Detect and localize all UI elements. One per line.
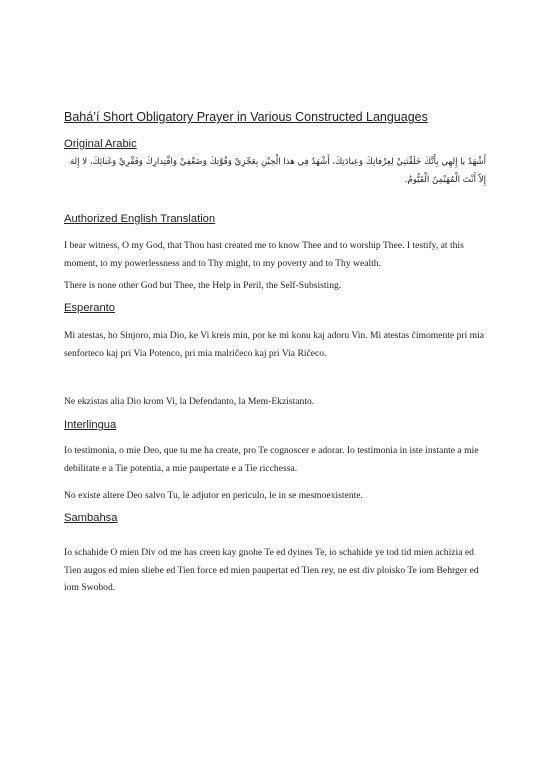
document-title: Bahá’í Short Obligatory Prayer in Various Constructed Languages [64, 110, 428, 124]
section-heading-sambahsa: Sambahsa [64, 512, 118, 524]
english-paragraph-1: I bear witness, O my God, that Thou hast created me to know Thee and to worship Thee. I testify, at this moment, to my powerlessness and to Thy might, to my poverty and to Thy wealth. [64, 240, 464, 269]
interlingua-paragraph-2: No existe altere Deo salvo Tu, le adjutor en periculo, le in se mesmoexistente. [64, 490, 363, 501]
section-heading-interlingua: Interlingua [64, 419, 117, 431]
english-paragraph-2: There is none other God but Thee, the Help in Peril, the Self-Subsisting. [64, 280, 342, 291]
section-heading-arabic: Original Arabic [64, 138, 137, 150]
sambahsa-paragraph-1: Io schahide O mien Div od me has creen kay gnohe Te ed dyines Te, io schahide ye tod tid mien achizia ed Tien augos ed mien sliebe ed Tien force ed mien paupertat ed Tien rey, ne est div ploisko Te iom Behrger ed iom Swobod. [64, 547, 479, 593]
esperanto-paragraph-1: Mi atestas, ho Sinjoro, mia Dio, ke Vi kreis min, por ke mi konu kaj adoru Vin. Mi atestas ĉimomente pri mia senforteco kaj pri Via Potenco, pri mia malriĉeco kaj pri Via Riĉeco. [64, 330, 485, 359]
section-heading-english: Authorized English Translation [64, 213, 216, 225]
section-heading-esperanto: Esperanto [64, 302, 115, 314]
arabic-prayer-text: أَشْهَدُ يا إِلهِي بِأَنَّكَ خَلَقْتَنِيْ لِعِرْفانِكَ وَعِبادَتِكَ، أَشْهَدُ فِي هذا الْحِيْنِ بِعَجْزِيْ وَقُوَّتِكَ وَضَعْفِيْ وَاقْتِدارِكَ وَفَقْرِيْ وَغَنائِكَ، لا إِلهَ إِلاّ أَنْتَ الْمُهَيْمِنُ الْقَيُّومُ. [69, 157, 486, 185]
interlingua-paragraph-1: Io testimonia, o mie Deo, que tu me ha create, pro Te cognoscer e adorar. Io testimonia in iste instante a mie debilitate e a Tie potentia, a mie paupertate e a Tie ricchessa. [64, 445, 479, 474]
esperanto-paragraph-2: Ne ekzistas alia Dio krom Vi, la Defendanto, la Mem-Ekzistanto. [64, 396, 315, 407]
